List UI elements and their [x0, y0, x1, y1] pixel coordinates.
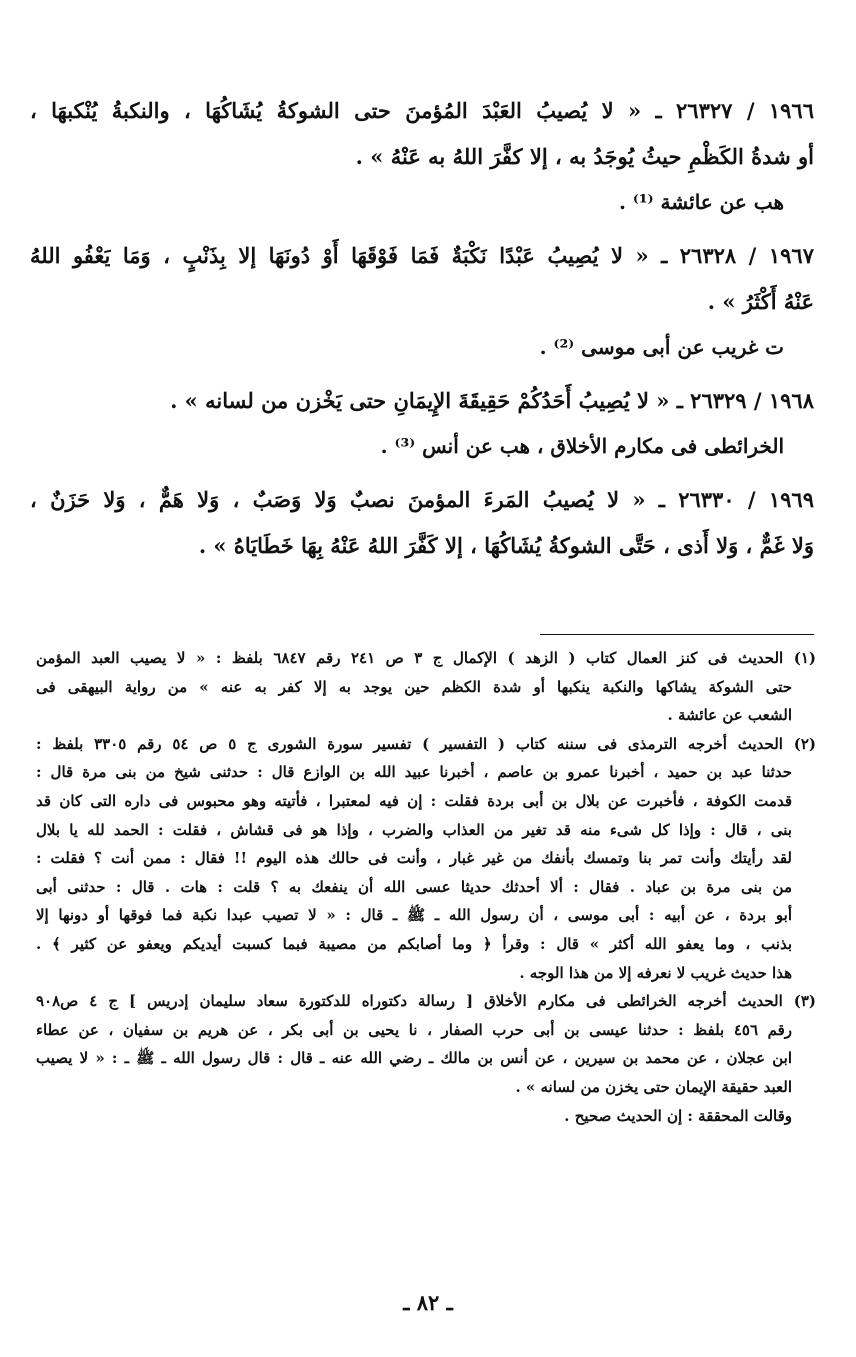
footnote-line: وقالت المحققة : إن الحديث صحيح .: [564, 1106, 792, 1125]
hadith-line: ١٩٦٧ / ٢٦٣٢٨ ـ « لا يُصِيبُ عَبْدًا نَكْبَةٌ فَمَا فَوْقَهَا أَوْ دُونَهَا إلا بِذَنْبٍ ، وَمَا يَعْفُو اللهُ: [30, 243, 814, 268]
footnote-line: بذنب ، وما يعفو الله أكثر » قال : وقرأ ﴿ وما أصابكم من مصيبة فبما كسبت أيديكم ويعفو عن كثير ﴾ .: [36, 934, 792, 953]
page-number: ـ ٨٢ ـ: [403, 1290, 453, 1315]
footnote-divider: [540, 634, 814, 635]
hadith-source: هب عن عائشة ⁽¹⁾ .: [618, 190, 784, 214]
footnote-line: قدمت الكوفة ، فأخبرت عن بلال بن أبى بردة فقلت : إن فيه لمعتبرا ، فأتيته وهو محبوس فى داره التى كان قد: [36, 791, 792, 810]
hadith-line: عَنْهُ أَكْثَرُ » .: [707, 289, 814, 314]
footnote-line: هذا حديث غريب لا نعرفه إلا من هذا الوجه .: [519, 963, 792, 982]
footnote-line: لقد رأيتك وأنت تمر بنا وتمسك بأنفك من غير غبار ، وأنت فى حالك هذه اليوم !! فقال : ممن أنت ؟ فقلت :: [36, 849, 792, 868]
footnote-line: بنى ، قال : وإذا كل شىء منه قد تغير من العذاب والضرب ، وإذا هو فى قشاش ، فقلت : الحمد لله يا بلال: [36, 820, 792, 839]
footnote-1: [36, 644, 816, 730]
footnote-line: الشعب عن عائشة .: [667, 706, 792, 725]
footnote-line: العبد حقيقة الإيمان حتى يخزن من لسانه » .: [515, 1077, 792, 1096]
footnotes: [36, 644, 816, 1130]
hadith-line: ١٩٦٦ / ٢٦٣٢٧ ـ « لا يُصيبُ العَبْدَ المُؤمنَ حتى الشوكةُ يُشَاكُهَا ، والنكبةُ يُنْكبهَا ،: [30, 98, 814, 123]
footnote-line: (٣) الحديث أخرجه الخرائطى فى مكارم الأخلاق [ رسالة دكتوراه للدكتورة سعاد سليمان إدريس ] ج ٤ ص٩٠٨: [36, 992, 816, 1011]
hadith-1969: [30, 477, 814, 569]
footnote-line: (١) الحديث فى كنز العمال كتاب ( الزهد ) الإكمال ج ٣ ص ٢٤١ رقم ٦٨٤٧ بلفظ : « لا يصيب العبد المؤمن: [36, 649, 816, 667]
footnote-line: حتى الشوكة يشاكها والنكبة ينكبها أو شدة الكظم حين يوجد به إلا كفر به عنه » من رواية البيهقى فى: [36, 677, 792, 696]
hadith-line: وَلا غَمٌّ ، وَلا أَذى ، حَتَّى الشوكةُ يُشَاكُهَا ، إلا كَفَّرَ اللهُ عَنْهُ بِهَا خَطَايَاهُ » .: [198, 533, 814, 558]
footnote-line: من بنى مرة بن عباد . فقال : ألا أحدثك حديثا عسى الله أن ينفعك به ؟ قلت : هات . قال : حدثنى أبى: [36, 877, 792, 896]
hadith-1966: [30, 88, 814, 224]
footnote-line: رقم ٤٥٦ بلفظ : حدثنا عيسى بن أبى حرب الصفار ، نا يحيى بن أبى بكر ، عن هريم بن سفيان ، عن عطاء: [36, 1020, 792, 1039]
footnote-line: حدثنا عبد بن حميد ، أخبرنا عمرو بن عاصم ، أخبرنا عبيد الله بن الوازع قال : حدثنى شيخ من بنى مرة قال :: [36, 763, 792, 782]
main-text: [30, 88, 814, 578]
footnote-2: [36, 730, 816, 987]
hadith-line: ١٩٦٩ / ٢٦٣٣٠ ـ « لا يُصيبُ المَرءَ المؤمنَ نصبٌ وَلا وَصَبٌ ، وَلا هَمٌّ ، وَلا حَزَنٌ ،: [30, 487, 814, 512]
footnote-3: [36, 987, 816, 1130]
hadith-source: ت غريب عن أبى موسى ⁽²⁾ .: [539, 335, 784, 359]
footnote-line: أبو بردة ، عن أبيه : أبى موسى ، أن رسول الله ـ ﷺ ـ قال : « لا تصيب عبدا نكبة فما فوقها أو دونها إلا: [36, 906, 792, 925]
hadith-line: أو شدةُ الكَظْمِ حيثُ يُوجَدُ به ، إلا كفَّرَ اللهُ به عَنْهُ » .: [355, 144, 814, 169]
hadith-1968: [30, 378, 814, 468]
hadith-line: ١٩٦٨ / ٢٦٣٢٩ ـ « لا يُصِيبُ أَحَدُكُمْ حَقِيقَةَ الإِيمَانِ حتى يَخْزن من لسانه » .: [170, 388, 814, 413]
hadith-1967: [30, 233, 814, 369]
footnote-line: ابن عجلان ، عن محمد بن سيرين ، عن أنس بن مالك ـ رضي الله عنه ـ قال : قال رسول الله ـ ﷺ ـ : « لا يصيب: [36, 1049, 792, 1068]
footnote-line: (٢) الحديث أخرجه الترمذى فى سننه كتاب ( التفسير ) تفسير سورة الشورى ج ٥ ص ٥٤ رقم ٣٣٠٥ بلفظ :: [36, 734, 816, 753]
hadith-source: الخرائطى فى مكارم الأخلاق ، هب عن أنس ⁽³⁾ .: [380, 434, 784, 458]
